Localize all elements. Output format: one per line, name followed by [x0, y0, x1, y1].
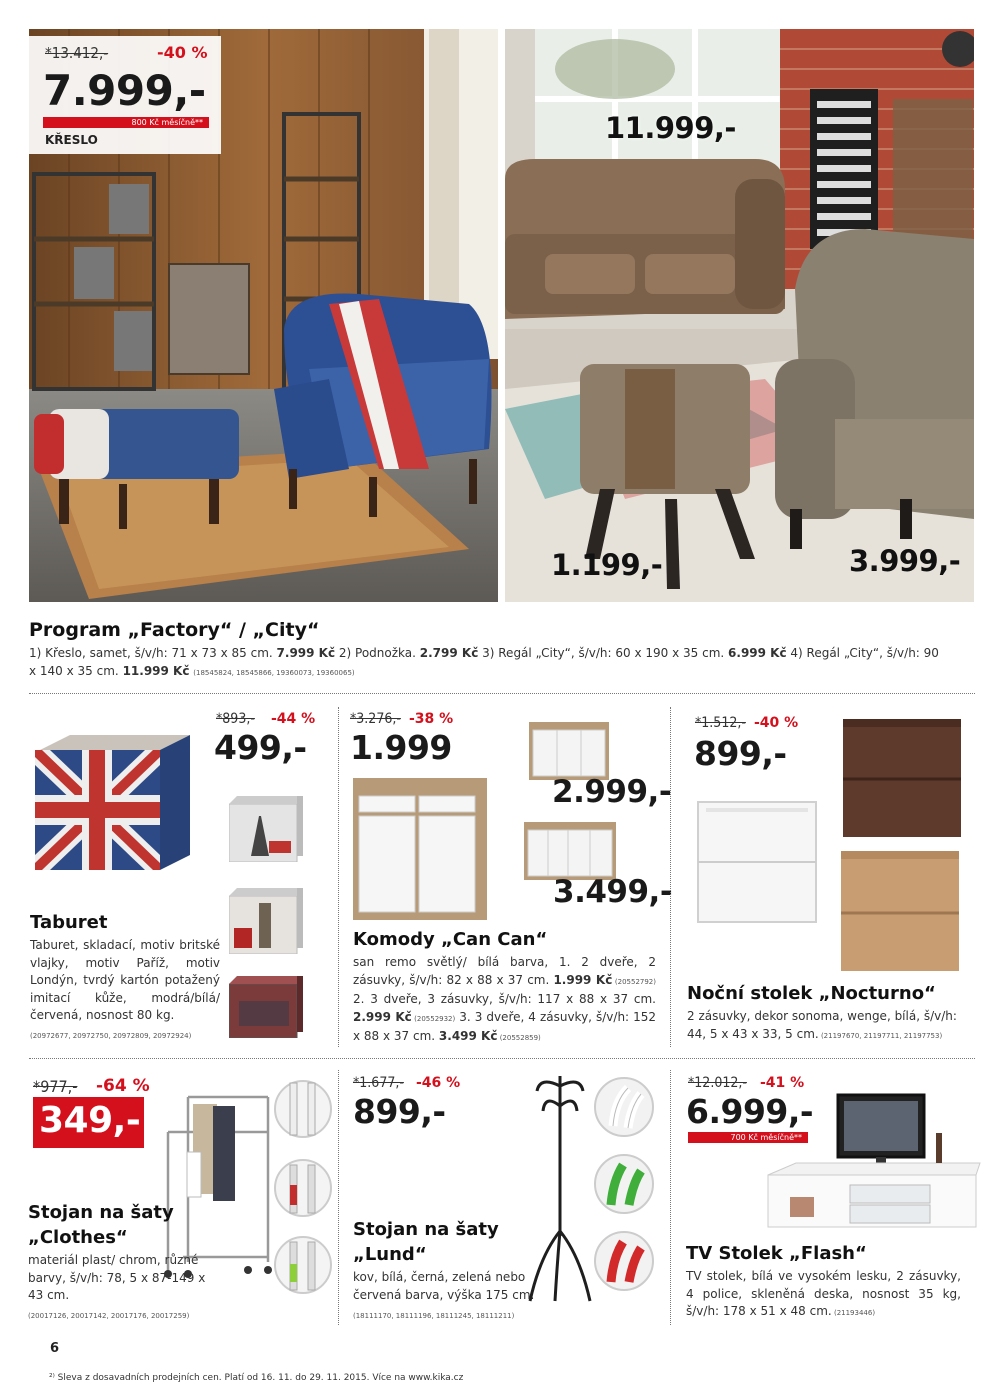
taburet-photo-main — [30, 735, 190, 875]
lund-discount: -46 % — [416, 1075, 461, 1091]
armchair-price-box — [29, 36, 221, 154]
taburet-codes: (20972677, 20972750, 20972809, 20972924) — [30, 1032, 192, 1040]
flash-discount: -41 % — [760, 1075, 805, 1091]
divider-v-4 — [670, 1070, 671, 1325]
nocturno-description — [687, 1008, 957, 1045]
chair-price: 3.999,- — [849, 544, 961, 578]
flash-old-price: *12.012,- — [688, 1075, 747, 1091]
komody-price-c: 3.499 Kč — [438, 1029, 498, 1043]
clothes-title-1: Stojan na šaty — [28, 1202, 174, 1223]
flash-monthly-bar: 700 Kč měsíčně** — [688, 1132, 808, 1143]
hero-photo-city — [505, 29, 974, 602]
taburet-description: Taburet, skladací, motiv britské vlajky, motiv Paříž, motiv Londýn, tvrdý kartón potažený imitací kůže, modrá/bílá/ červená, nosnost 80 kg. — [30, 938, 220, 1022]
armchair-old-price: *13.412,- — [45, 44, 109, 62]
lund-codes: (18111170, 18111196, 18111245, 18111211) — [353, 1312, 515, 1320]
program-desc-3: 3) Regál „City“, š/v/h: 60 x 190 x 35 cm. — [478, 646, 729, 660]
lund-title-1: Stojan na šaty — [353, 1219, 499, 1240]
lund-detail-green — [593, 1153, 655, 1215]
clothes-detail-red — [274, 1157, 332, 1219]
komody-desc-b: 2. 3 dveře, 3 zásuvky, š/v/h: 117 x 88 x 37 cm. — [353, 992, 656, 1006]
clothes-old-price: *977,- — [33, 1077, 78, 1096]
clothes-description: materiál plast/ chrom, různé barvy, š/v/h: 78, 5 x 87-149 x 43 cm. — [28, 1253, 206, 1302]
armchair-monthly-bar: 800 Kč měsíčně** — [43, 117, 209, 128]
page-number: 6 — [50, 1341, 60, 1356]
komody-price-b: 2.999 Kč — [353, 1009, 412, 1024]
taburet-title: Taburet — [30, 912, 108, 933]
program-title: Program „Factory“ / „City“ — [29, 619, 320, 641]
flash-title: TV Stolek „Flash“ — [686, 1243, 867, 1264]
nocturno-old-price: *1.512,- — [695, 715, 746, 731]
nocturno-price: 899,- — [694, 734, 787, 773]
clothes-price-box — [33, 1097, 144, 1148]
nocturno-codes: (21197670, 21197711, 21197753) — [818, 1031, 943, 1040]
lund-detail-red — [593, 1230, 655, 1292]
nocturno-title: Noční stolek „Nocturno“ — [687, 983, 936, 1004]
komoda-photo-large — [524, 822, 616, 880]
divider-v-1 — [338, 707, 339, 1047]
clothes-discount: -64 % — [96, 1076, 150, 1096]
taburet-price: 499,- — [214, 728, 307, 767]
nocturno-photo-white — [696, 800, 818, 924]
divider-1 — [29, 693, 975, 694]
flash-price: 6.999,- — [686, 1092, 814, 1131]
program-desc-4: 4) Regál „City“, š/v/h: 90 x 140 x 35 cm. — [29, 646, 939, 678]
lund-detail-white — [593, 1076, 655, 1138]
komody-code-a: (20552792) — [612, 977, 656, 986]
komoda-price-3: 3.499,- — [553, 874, 673, 910]
komody-desc-a: san remo světlý/ bílá barva, 1. 2 dveře, 2 zásuvky, š/v/h: 82 x 88 x 37 cm. — [353, 955, 656, 987]
taburet-photo-london — [229, 888, 303, 954]
divider-v-2 — [670, 707, 671, 1047]
flash-description — [686, 1268, 961, 1323]
footer-note: ²⁾ Sleva z dosavadních prodejních cen. Platí od 16. 11. do 29. 11. 2015. Více na www.kika.cz — [49, 1373, 464, 1383]
komoda-photo-small — [353, 778, 487, 920]
program-description — [29, 644, 949, 682]
program-codes: (18545824, 18545866, 19360073, 19360065) — [193, 669, 355, 677]
program-desc-1: 1) Křeslo, samet, š/v/h: 71 x 73 x 85 cm. — [29, 646, 277, 660]
lund-title-2: „Lund“ — [353, 1244, 427, 1265]
armchair-price: 7.999,- — [43, 66, 206, 115]
sofa-price: 11.999,- — [605, 111, 736, 145]
taburet-photo-paris — [229, 796, 303, 862]
taburet-photo-red — [229, 976, 303, 1038]
komody-code-b: (20552932) — [411, 1014, 456, 1023]
program-price-2: 2.799 Kč — [419, 646, 479, 660]
komody-desc-c: 3. 3 dveře, 4 zásuvky, š/v/h: 152 x 88 x 37 cm. — [353, 1009, 656, 1043]
divider-v-3 — [338, 1070, 339, 1325]
lund-description: kov, bílá, černá, zelená nebo červená barva, výška 175 cm. — [353, 1270, 535, 1302]
komody-discount: -38 % — [409, 711, 454, 727]
flash-codes: (21193446) — [831, 1309, 876, 1317]
clothes-codes: (20017126, 20017142, 20017176, 20017259) — [28, 1312, 190, 1320]
clothes-detail-green — [274, 1234, 332, 1296]
taburet-old-price: *893,- — [216, 711, 255, 727]
flash-desc: TV stolek, bílá ve vysokém lesku, 2 zásuvky, 4 police, skleněná deska, nosnost 35 kg, š/v/h: 178 x 51 x 48 cm. — [686, 1269, 961, 1318]
program-price-3: 6.999 Kč — [728, 646, 787, 660]
nocturno-desc: 2 zásuvky, dekor sonoma, wenge, bílá, š/v/h: 44, 5 x 43 x 33, 5 cm. — [687, 1009, 957, 1041]
komoda-price-2: 2.999,- — [552, 774, 672, 810]
clothes-title-2: „Clothes“ — [28, 1227, 128, 1248]
komody-description — [353, 954, 656, 1048]
komody-code-c: (20552859) — [497, 1034, 541, 1042]
clothes-price: 349,- — [39, 1100, 141, 1141]
komody-old-price: *3.276,- — [350, 711, 401, 727]
flash-tv-stand-photo — [766, 1093, 982, 1229]
stool-price: 1.199,- — [551, 548, 663, 582]
program-price-1: 7.999 Kč — [276, 646, 336, 660]
taburet-discount: -44 % — [271, 711, 316, 727]
program-desc-2: 2) Podnožka. — [335, 646, 420, 660]
nocturno-photo-wenge — [841, 717, 963, 839]
nocturno-photo-sonoma — [839, 849, 961, 973]
divider-2 — [29, 1058, 975, 1059]
lund-old-price: *1.677,- — [353, 1075, 404, 1091]
armchair-discount: -40 % — [157, 43, 208, 62]
komody-price: 1.999 — [350, 728, 452, 767]
komoda-photo-medium — [529, 722, 609, 780]
komody-price-a: 1.999 Kč — [553, 972, 613, 987]
clothes-detail-white — [274, 1078, 332, 1140]
armchair-label: KŘESLO — [45, 133, 98, 147]
komody-title: Komody „Can Can“ — [353, 929, 548, 950]
lund-price: 899,- — [353, 1092, 446, 1131]
nocturno-discount: -40 % — [754, 715, 799, 731]
program-price-4: 11.999 Kč — [122, 664, 190, 678]
